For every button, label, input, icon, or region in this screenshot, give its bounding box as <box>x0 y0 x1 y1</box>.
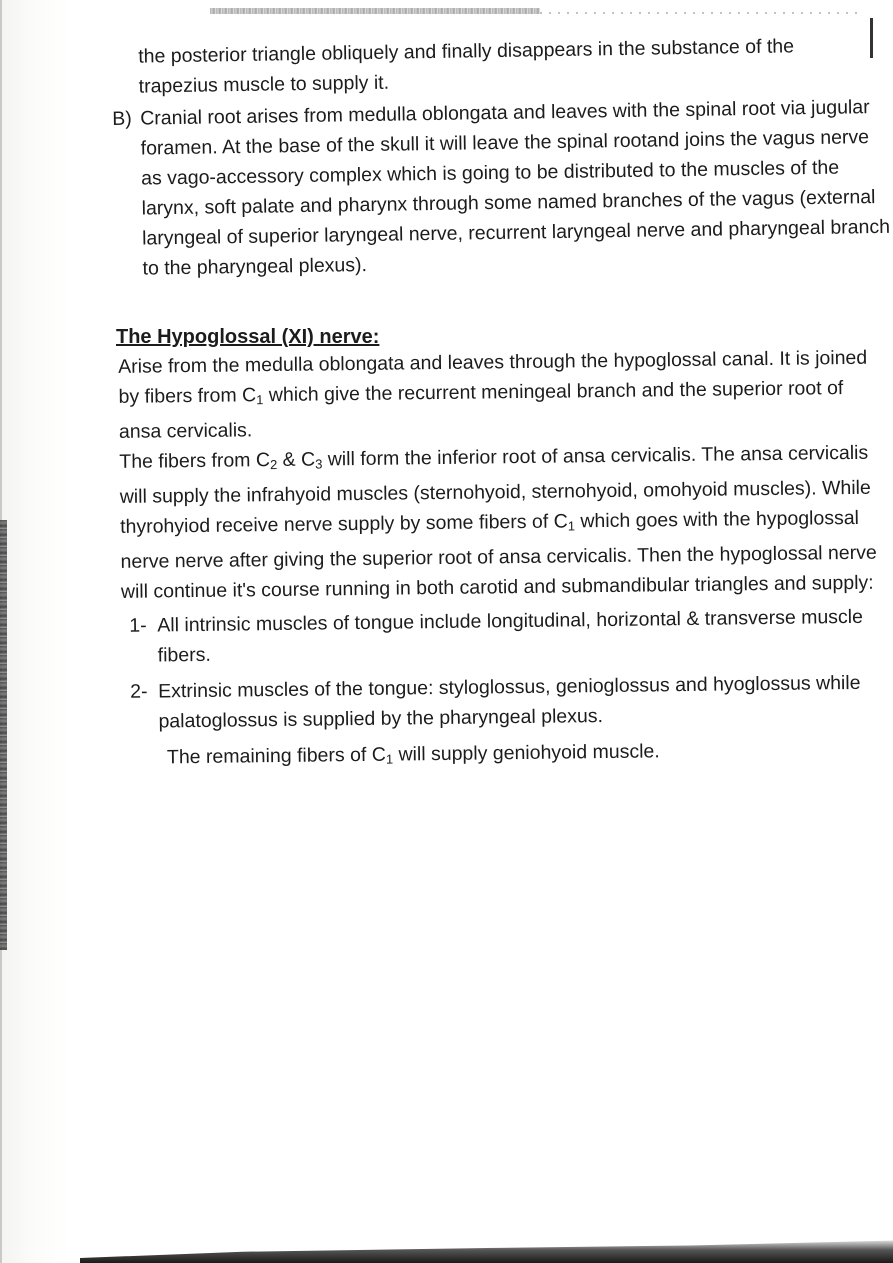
hypoglossal-heading: The Hypoglossal (XI) nerve: <box>116 326 380 348</box>
p2-subscript-2: 3 <box>315 456 323 472</box>
list-item-number: 2- <box>130 680 148 703</box>
hypoglossal-body <box>112 343 887 778</box>
p2-text-d: which goes with the hypoglossal nerve nerve after giving the superior root of ansa cervicalis. Then the hypoglossal nerve will continue it's course running in both carotid and submandibular triangles and supply: <box>120 506 877 603</box>
hypoglossal-paragraph-2 <box>119 438 885 607</box>
p1-text-b: which give the recurrent meningeal branch and the superior root of ansa cervicalis. <box>118 377 844 443</box>
p2-text-b: & C <box>277 448 316 471</box>
p2-subscript-1: 2 <box>269 456 278 473</box>
section-a-continuation: the posterior triangle obliquely and finally disappears in the substance of the trapezius muscle to supply it. <box>138 35 795 98</box>
p2-subscript-3: 1 <box>567 518 576 534</box>
scan-left-shadow <box>0 520 7 950</box>
supply-list <box>121 602 887 778</box>
p2-text-a: The fibers from C <box>119 449 271 473</box>
list-item <box>130 668 887 737</box>
list-item-text: All intrinsic muscles of tongue include longitudinal, horizontal & transverse muscle fibers. <box>157 605 864 667</box>
final-subscript: 1 <box>385 751 394 767</box>
list-item-number: 1- <box>129 614 147 637</box>
scan-top-artifact <box>210 8 540 14</box>
section-b-text: Cranial root arises from medulla oblongata and leaves with the spinal root via jugular foramen. At the base of the skull it will leave the spinal rootand joins the vagus nerve as vago-accessory complex which is going to be distributed to the muscles of the larynx, soft palate and pharynx through some named branches of the vagus (external laryngeal of superior laryngeal nerve, recurrent laryngeal nerve and pharyngeal branch to the pharyngeal plexus). <box>140 96 891 280</box>
list-item-text: Extrinsic muscles of the tongue: styloglossus, genioglossus and hyoglossus while palatoglossus is supplied by the pharyngeal plexus. <box>158 671 861 733</box>
final-note <box>131 734 887 778</box>
list-item <box>129 602 886 671</box>
final-text-a: The remaining fibers of C <box>166 743 387 769</box>
hypoglossal-paragraph-1 <box>118 343 883 447</box>
scan-bottom-shadow <box>80 1238 893 1263</box>
scan-top-dots <box>540 12 860 14</box>
final-text-b: will supply geniohyoid muscle. <box>392 740 660 766</box>
section-b <box>112 92 891 284</box>
section-b-marker: B) <box>112 107 132 130</box>
p1-subscript: 1 <box>256 392 264 408</box>
page-content <box>112 35 891 778</box>
p1-text-a: Arise from the medulla oblongata and leaves through the hypoglossal canal. It is joined by fibers from C <box>118 346 868 408</box>
p2-text-c: will form the inferior root of ansa cervicalis. The ansa cervicalis will supply the infrahyoid muscles (sternohyoid, sternohyoid, omohyoid muscles). While thyrohyiod receive nerve supply by some fibers of C <box>119 441 871 538</box>
